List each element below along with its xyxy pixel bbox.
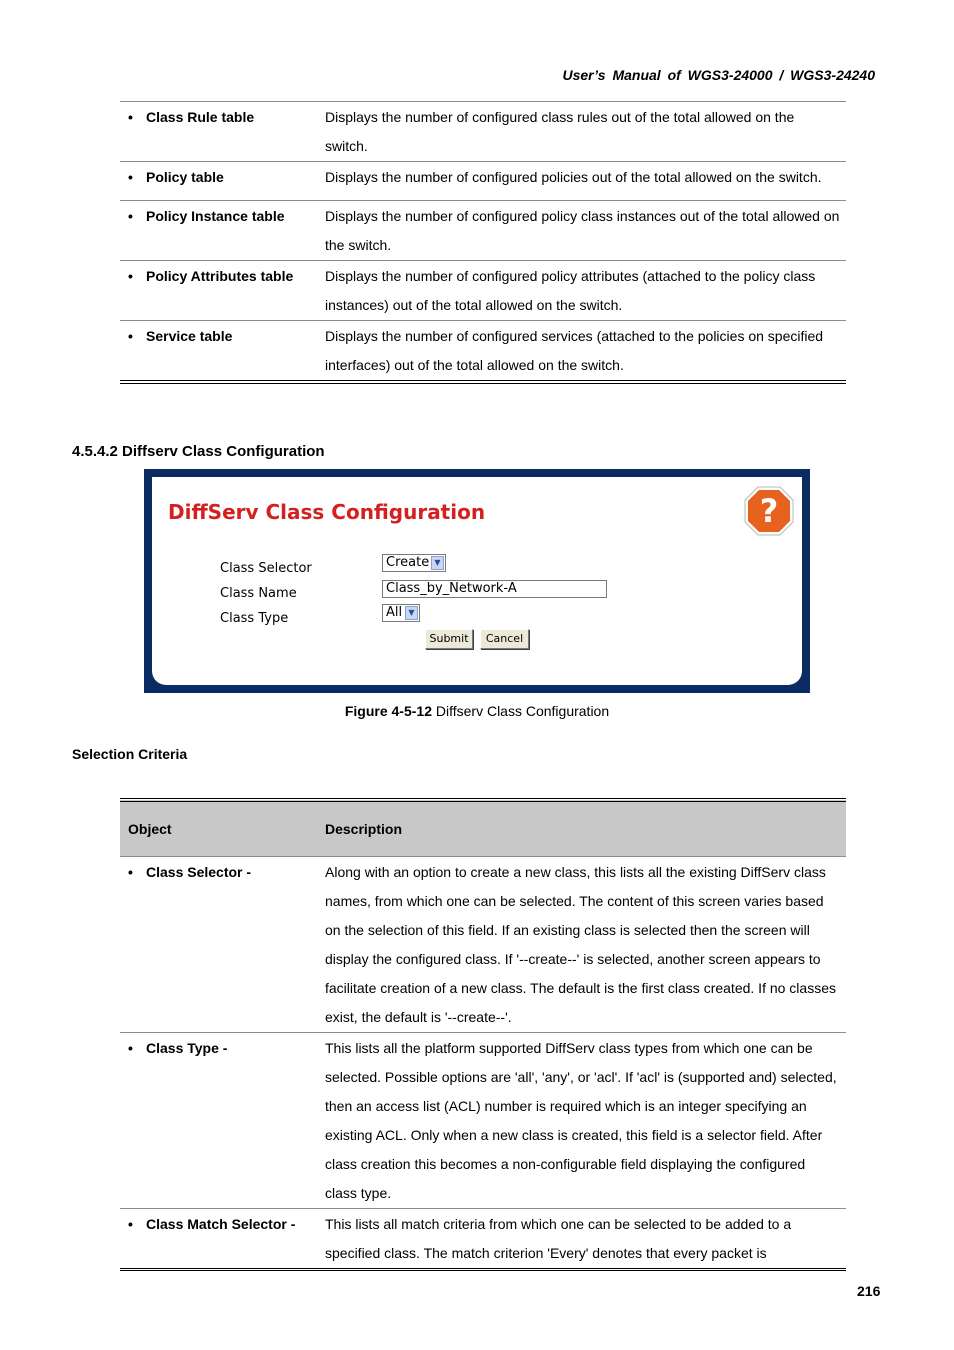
row-object: Class Match Selector - xyxy=(146,1216,296,1232)
selection-criteria-heading: Selection Criteria xyxy=(72,746,188,762)
bullet: • xyxy=(128,1216,133,1232)
row-object: Class Selector - xyxy=(146,864,252,880)
bullet: • xyxy=(128,328,133,344)
bullet: • xyxy=(128,1040,133,1056)
class-name-input[interactable]: Class_by_Network-A xyxy=(382,580,607,598)
row-object: Class Rule table xyxy=(146,109,255,125)
screenshot-panel xyxy=(144,469,810,693)
row-description: Displays the number of configured policy class instances out of the total allowed on the switch. xyxy=(314,201,846,261)
table-row xyxy=(120,201,846,261)
table-header-row xyxy=(120,800,846,857)
row-object: Policy Instance table xyxy=(146,208,285,224)
row-description: Displays the number of configured class rules out of the total allowed on the switch. xyxy=(314,102,846,162)
row-description: This lists all the platform supported DiffServ class types from which one can be selected. Possible options are 'all', 'any', or 'acl'. If 'acl' is (supported and) selected, then an access list (ACL) number is required which is an integer specifying an existing ACL. Only when a new class is created, this field is a selector field. After class creation this becomes a non-configurable field displaying the configured class type. xyxy=(314,1033,846,1209)
row-object: Service table xyxy=(146,328,233,344)
bullet: • xyxy=(128,268,133,284)
column-header-object: Object xyxy=(120,800,314,857)
row-description: Along with an option to create a new class, this lists all the existing DiffServ class names, from which one can be selected. The content of this screen varies based on the selection of this field. If an existing class is selected then the screen will display the configured class. If '--create--' is selected, another screen appears to facilitate creation of a new class. The default is the first class created. If no classes exist, the default is '--create--'. xyxy=(314,857,846,1033)
bullet: • xyxy=(128,169,133,185)
row-description: This lists all match criteria from which one can be selected to be added to a specified class. The match criterion 'Every' denotes that every packet is xyxy=(314,1209,846,1270)
class-type-label: Class Type xyxy=(220,611,289,626)
table-row xyxy=(120,1033,846,1209)
bullet: • xyxy=(128,109,133,125)
class-selector-value: Create xyxy=(386,555,430,570)
help-glyph: ? xyxy=(759,492,779,530)
table-row xyxy=(120,1209,846,1270)
class-type-dropdown[interactable] xyxy=(382,604,420,622)
class-selector-label: Class Selector xyxy=(220,561,312,576)
chevron-down-icon: ▼ xyxy=(431,556,444,570)
bullet: • xyxy=(128,208,133,224)
figure-caption-text: Diffserv Class Configuration xyxy=(431,703,610,719)
row-object: Class Type - xyxy=(146,1040,228,1056)
page-header: User’s Manual of WGS3-24000 / WGS3-24240 xyxy=(562,67,875,83)
figure-label: Figure 4-5-12 xyxy=(344,703,432,719)
screenshot-panel-body xyxy=(152,477,802,685)
class-type-value: All xyxy=(386,605,403,620)
submit-button[interactable]: Submit xyxy=(425,629,473,649)
column-header-description: Description xyxy=(314,800,846,857)
table-row xyxy=(120,321,846,383)
object-table xyxy=(120,101,846,384)
section-heading: 4.5.4.2 Diffserv Class Configuration xyxy=(72,443,325,460)
row-object: Policy Attributes table xyxy=(146,268,294,284)
page-number: 216 xyxy=(857,1283,881,1299)
cancel-button[interactable]: Cancel xyxy=(480,629,529,649)
table-row xyxy=(120,102,846,162)
help-icon[interactable] xyxy=(743,485,795,537)
row-description: Displays the number of configured policy attributes (attached to the policy class instances) out of the total allowed on the switch. xyxy=(314,261,846,321)
table-row xyxy=(120,857,846,1033)
chevron-down-icon: ▼ xyxy=(405,606,418,620)
class-name-label: Class Name xyxy=(220,586,297,601)
row-object: Policy table xyxy=(146,169,224,185)
figure-caption xyxy=(0,703,954,719)
table-row xyxy=(120,261,846,321)
panel-title: DiffServ Class Configuration xyxy=(168,500,486,524)
class-selector-dropdown[interactable] xyxy=(382,554,446,572)
row-description: Displays the number of configured policies out of the total allowed on the switch. xyxy=(314,162,846,201)
row-description: Displays the number of configured services (attached to the policies on specified interfaces) out of the total allowed on the switch. xyxy=(314,321,846,383)
bullet: • xyxy=(128,864,133,880)
table-row xyxy=(120,162,846,201)
criteria-table xyxy=(120,798,846,1271)
